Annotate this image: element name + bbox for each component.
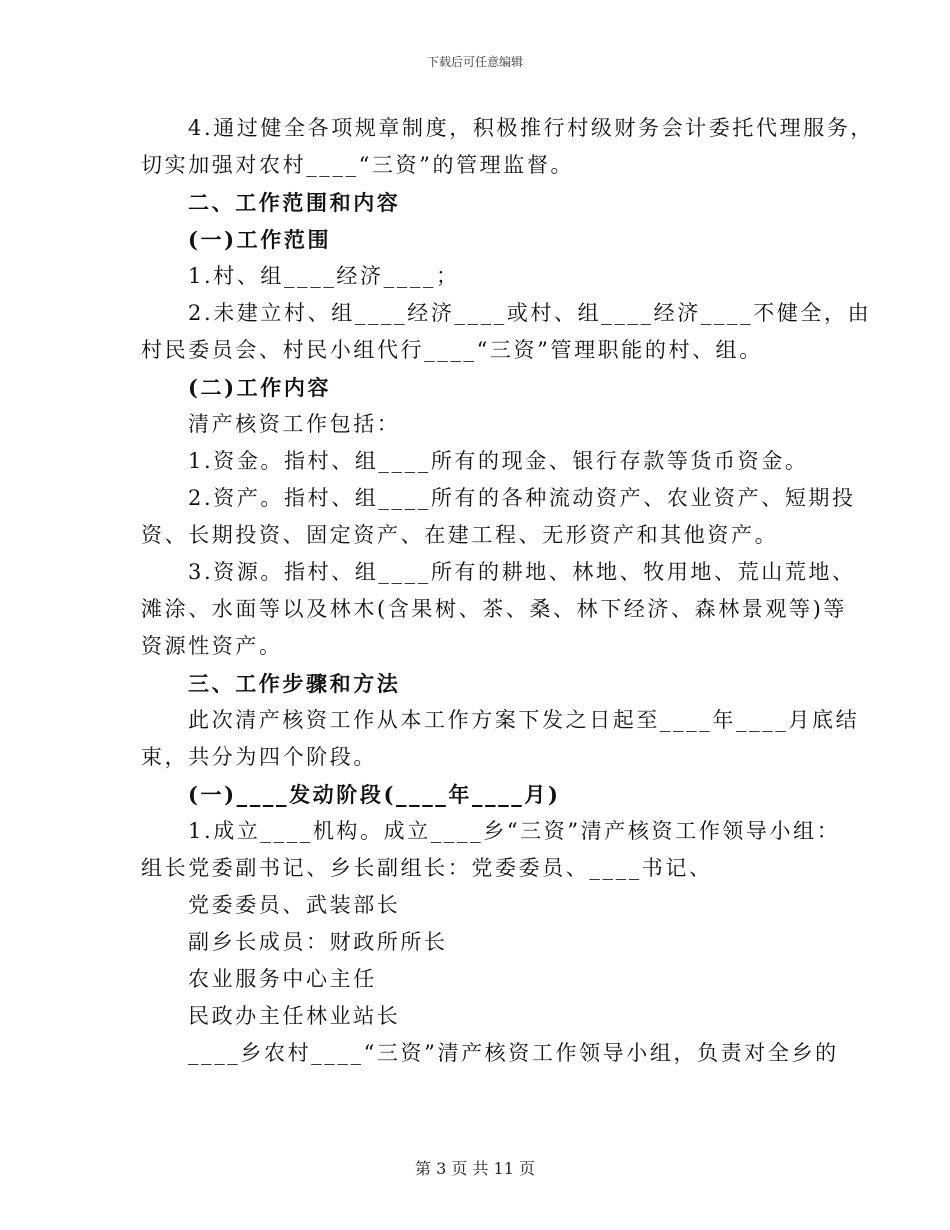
paragraph-line: 滩涂、水面等以及林木(含果树、茶、桑、林下经济、森林景观等)等 <box>141 597 847 621</box>
paragraph-line: 此次清产核资工作从本工作方案下发之日起至____年____月底结 <box>188 708 860 732</box>
paragraph-line: 资源性资产。 <box>141 634 283 658</box>
section-heading: (二)工作内容 <box>188 375 332 400</box>
paragraph-line: 切实加强对农村____“三资”的管理监督。 <box>141 153 575 177</box>
paragraph-line: 党委委员、武装部长 <box>188 893 401 917</box>
document-body <box>141 110 875 1072</box>
paragraph-line: 2.资产。指村、组____所有的各种流动资产、农业资产、短期投 <box>188 486 856 510</box>
paragraph-line: 1.成立____机构。成立____乡“三资”清产核资工作领导小组： <box>188 819 841 843</box>
paragraph-line: 资、长期投资、固定资产、在建工程、无形资产和其他资产。 <box>141 523 779 547</box>
paragraph-line: 2.未建立村、组____经济____或村、组____经济____不健全，由 <box>188 301 872 325</box>
paragraph-line: ____乡农村____“三资”清产核资工作领导小组，负责对全乡的 <box>188 1041 839 1065</box>
page-footer: 第 3 页 共 11 页 <box>415 1159 535 1178</box>
paragraph-line: 清产核资工作包括： <box>188 412 401 436</box>
paragraph-line: 农业服务中心主任 <box>188 967 377 991</box>
paragraph-line: 3.资源。指村、组____所有的耕地、林地、牧用地、荒山荒地、 <box>188 560 856 584</box>
paragraph-line: 1.资金。指村、组____所有的现金、银行存款等货币资金。 <box>188 449 809 473</box>
section-heading: (一)工作范围 <box>188 227 332 252</box>
paragraph-line: 4.通过健全各项规章制度，积极推行村级财务会计委托代理服务， <box>188 116 875 140</box>
paragraph-line: 民政办主任林业站长 <box>188 1004 401 1028</box>
section-heading: (一)____发动阶段(____年____月) <box>188 782 561 807</box>
paragraph-line: 副乡长成员：财政所所长 <box>188 930 448 954</box>
paragraph-line: 组长党委副书记、乡长副组长：党委委员、____书记、 <box>141 856 713 880</box>
section-heading: 二、工作范围和内容 <box>188 190 401 215</box>
section-heading: 三、工作步骤和方法 <box>188 671 401 696</box>
paragraph-line: 1.村、组____经济____； <box>188 264 460 288</box>
page-header: 下载后可任意编辑 <box>426 55 523 69</box>
paragraph-line: 束，共分为四个阶段。 <box>141 745 377 769</box>
paragraph-line: 村民委员会、村民小组代行____“三资”管理职能的村、组。 <box>141 338 763 362</box>
